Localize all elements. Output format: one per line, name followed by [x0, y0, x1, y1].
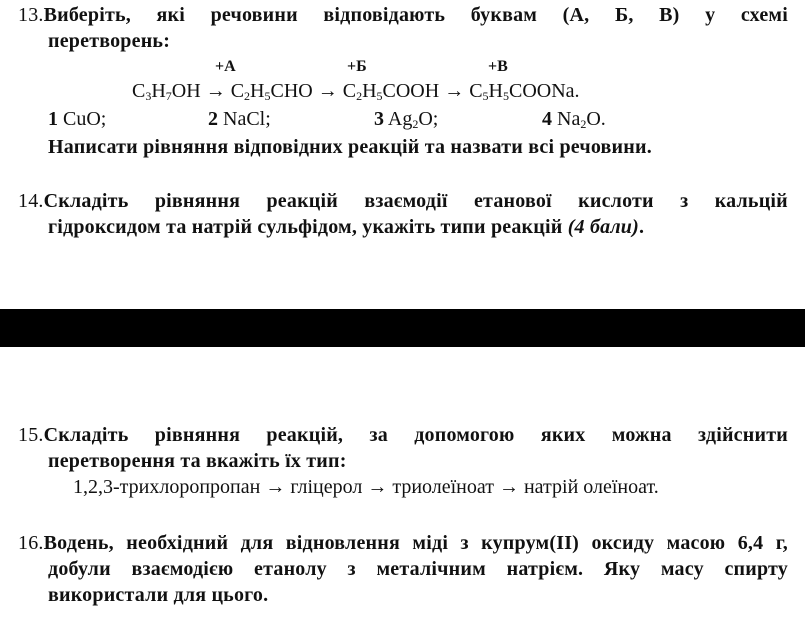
word: натрієм. — [506, 558, 584, 580]
task-16 — [18, 530, 788, 608]
arrow-icon: → — [205, 80, 226, 102]
word: рівняння — [154, 190, 241, 212]
word: масою — [666, 532, 726, 554]
task-14-points: (4 бали) — [567, 216, 639, 238]
word: Водень, — [43, 532, 114, 554]
word: етанової — [473, 190, 552, 212]
option-4: 4 $Na_2O$. — [542, 108, 606, 131]
task-15-line-1 — [18, 422, 788, 448]
word: В) — [659, 4, 680, 26]
word: Яку — [603, 558, 641, 580]
word: Б, — [614, 4, 634, 26]
task-14 — [18, 188, 788, 240]
word: необхідний — [126, 532, 229, 554]
word: можна — [611, 424, 672, 446]
first-word — [18, 530, 114, 556]
word: міді — [412, 532, 449, 554]
task-number: 13. — [18, 4, 44, 26]
task-number: 15. — [18, 424, 44, 446]
word: у — [705, 4, 716, 26]
word: спирту — [724, 558, 788, 580]
word: для — [240, 532, 274, 554]
word: г, — [775, 532, 788, 554]
word: металічним — [376, 558, 486, 580]
task-number: 16. — [18, 532, 44, 554]
task-13-footer — [18, 134, 788, 160]
option-2: 2 NaCl; — [208, 108, 271, 130]
word: реакцій — [266, 190, 338, 212]
redaction-bar — [0, 309, 805, 347]
arrow-icon: → — [317, 80, 338, 102]
task-16-line-2 — [18, 556, 788, 582]
word: з — [680, 190, 689, 212]
task-16-line-3: використали для цього. — [48, 584, 269, 606]
word: кислоти — [578, 190, 654, 212]
word: 6,4 — [737, 532, 764, 554]
task-14-line-1 — [18, 188, 788, 214]
word: добули — [48, 558, 111, 580]
option-1: 1 CuO; — [48, 108, 107, 130]
word: з — [460, 532, 469, 554]
word: за — [369, 424, 388, 446]
task-13 — [18, 2, 788, 54]
word: здійснити — [698, 424, 788, 446]
arrow-icon: → — [444, 80, 465, 102]
answer-options — [48, 108, 606, 131]
word: допомогою — [414, 424, 515, 446]
substance-propanal: $C_2H_5CHO$ — [230, 80, 313, 103]
word: речовини — [210, 4, 298, 26]
first-word — [18, 2, 131, 28]
substance-sodium-salt: $C_5H_5COONa$. — [469, 80, 580, 103]
reagent-label-a: +А — [215, 58, 236, 75]
word: з — [347, 558, 356, 580]
word: Виберіть, — [43, 4, 131, 26]
word: (А, — [562, 4, 590, 26]
word: реакцій, — [266, 424, 344, 446]
reagent-label-c: +В — [488, 58, 508, 75]
word: буквам — [470, 4, 538, 26]
word: етанолу — [254, 558, 327, 580]
task-15 — [18, 422, 788, 500]
word: схемі — [740, 4, 788, 26]
word: кальцій — [714, 190, 788, 212]
word: яких — [540, 424, 586, 446]
word: купрум(ІІ) — [481, 532, 580, 554]
word: оксиду — [591, 532, 655, 554]
first-word — [18, 188, 128, 214]
word: рівняння — [154, 424, 241, 446]
task-13-line-1 — [18, 2, 788, 28]
option-3: 3 $Ag_2O$; — [374, 108, 439, 131]
word: взаємодією — [131, 558, 234, 580]
task-14-line-2: гідроксидом та натрій сульфідом, укажіть типи реакцій (4 бали). — [48, 216, 645, 238]
reaction-chain — [132, 80, 580, 103]
word: які — [156, 4, 186, 26]
substance-propanol: $C_3H_7OH$ — [132, 80, 201, 103]
first-word — [18, 422, 128, 448]
task-13-instruction: Написати рівняння відповідних реакцій та назвати всі речовини. — [48, 136, 652, 158]
word: взаємодії — [364, 190, 448, 212]
task-16-line-1 — [18, 530, 788, 556]
word: Складіть — [43, 424, 129, 446]
word: відновлення — [285, 532, 400, 554]
word: відповідають — [323, 4, 446, 26]
task-15-line-2: перетворення та вкажіть їх тип: — [48, 450, 347, 472]
task-13-line-2: перетворень: — [48, 30, 171, 52]
task-number: 14. — [18, 190, 44, 212]
word: Складіть — [43, 190, 129, 212]
task-15-chain: 1,2,3-трихлоропропан → гліцерол → триолеїноат → натрій олеїноат. — [73, 476, 659, 498]
reagent-label-b: +Б — [347, 58, 367, 75]
word: масу — [660, 558, 704, 580]
substance-propanoic-acid: $C_2H_5COOH$ — [342, 80, 440, 103]
